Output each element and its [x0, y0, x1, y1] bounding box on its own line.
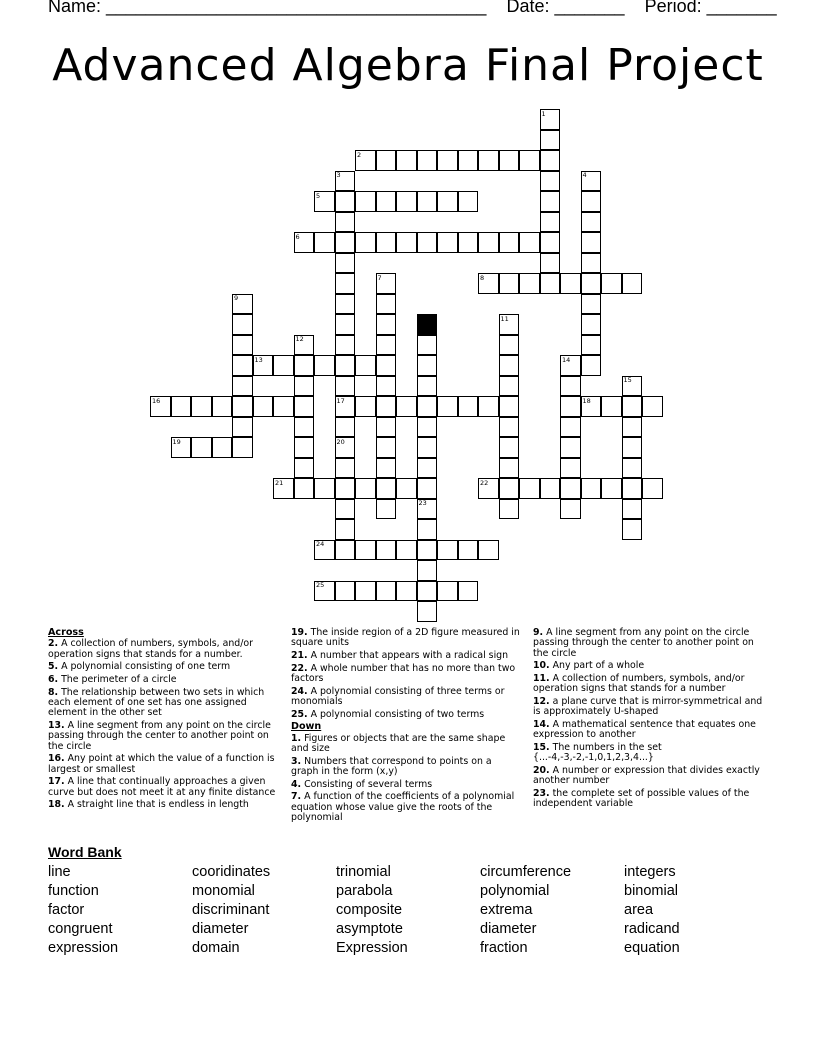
grid-cell[interactable]: [581, 191, 602, 212]
grid-cell[interactable]: [376, 396, 397, 417]
clue-text: A mathematical sentence that equates one expression to another: [533, 719, 756, 741]
student-info-header: [48, 0, 777, 17]
grid-cell[interactable]: [540, 130, 561, 151]
word-bank-item: integers: [624, 864, 676, 880]
clue-num: 10.: [533, 660, 550, 672]
grid-cell[interactable]: [335, 519, 356, 540]
clue-number: 6: [295, 232, 300, 241]
word-bank-item: composite: [336, 902, 403, 918]
grid-cell[interactable]: [417, 540, 438, 561]
date-field[interactable]: Date: _______: [506, 0, 625, 16]
grid-cell[interactable]: [581, 478, 602, 499]
grid-cell[interactable]: [581, 273, 602, 294]
clue-text: A collection of numbers, symbols, and/or operation signs that stands for a number: [533, 673, 745, 695]
word-bank-item: polynomial: [480, 883, 550, 899]
grid-cell[interactable]: [499, 417, 520, 438]
clue-num: 19.: [291, 627, 308, 638]
across-clue: [291, 664, 521, 685]
grid-cell[interactable]: [355, 191, 376, 212]
clue-heading: Down: [291, 721, 322, 733]
grid-cell[interactable]: [437, 540, 458, 561]
grid-cell[interactable]: [273, 355, 294, 376]
clue-num: 4.: [291, 778, 302, 790]
clue-num: 7.: [291, 791, 302, 803]
grid-cell[interactable]: [335, 540, 356, 561]
grid-cell[interactable]: [560, 499, 581, 520]
grid-cell[interactable]: [396, 150, 417, 171]
grid-cell[interactable]: [540, 478, 561, 499]
word-bank-item: diameter: [192, 921, 249, 937]
across-clue: [291, 710, 521, 720]
word-bank-item: expression: [48, 940, 119, 956]
grid-cell[interactable]: [376, 232, 397, 253]
grid-cell[interactable]: [273, 396, 294, 417]
grid-cell[interactable]: [232, 335, 253, 356]
clue-text: A polynomial consisting of one term: [58, 661, 231, 673]
grid-cell[interactable]: [335, 355, 356, 376]
grid-cell[interactable]: [355, 581, 376, 602]
grid-cell[interactable]: [314, 232, 335, 253]
grid-cell[interactable]: [232, 437, 253, 458]
clue-text: A line segment from any point on the circle passing through the center to another point on the circle: [533, 627, 754, 659]
word-bank-item: function: [48, 883, 99, 899]
clue-num: 5.: [48, 661, 59, 673]
clue-number: 21: [275, 478, 284, 487]
grid-cell[interactable]: [314, 355, 335, 376]
clue-num: 13.: [48, 720, 65, 731]
clue-num: 24.: [291, 685, 308, 697]
grid-cell[interactable]: [458, 396, 479, 417]
grid-cell[interactable]: [417, 376, 438, 397]
across-clue: [291, 628, 521, 649]
word-bank-item: Expression: [336, 940, 408, 956]
word-bank-item: monomial: [192, 883, 255, 899]
grid-cell[interactable]: [335, 314, 356, 335]
grid-cell[interactable]: [478, 150, 499, 171]
word-bank-item: radicand: [624, 921, 680, 937]
clue-number: 13: [254, 355, 263, 364]
clue-num: 2.: [48, 638, 59, 650]
clue-number: 4: [582, 171, 587, 179]
clue-number: 25: [316, 581, 325, 589]
clue-num: 6.: [48, 674, 59, 685]
across-clue: [48, 721, 283, 752]
grid-cell[interactable]: [376, 355, 397, 376]
down-clue: [291, 734, 521, 755]
word-bank-title: Word Bank: [48, 844, 122, 860]
grid-cell[interactable]: [540, 150, 561, 171]
clue-text: A line segment from any point on the circle passing through the center to another point on the circle: [48, 720, 271, 752]
grid-cell[interactable]: [581, 253, 602, 274]
clue-text: Consisting of several terms: [301, 778, 433, 790]
clue-number: 9: [234, 294, 239, 302]
clue-number: 18: [582, 396, 591, 405]
grid-cell[interactable]: [519, 273, 540, 294]
grid-cell[interactable]: [642, 478, 663, 499]
grid-cell[interactable]: [417, 581, 438, 602]
grid-cell[interactable]: [396, 232, 417, 253]
clue-num: 21.: [291, 650, 308, 661]
grid-cell[interactable]: [376, 294, 397, 315]
grid-cell[interactable]: [540, 232, 561, 253]
grid-cell[interactable]: [212, 437, 233, 458]
down-clue: [533, 720, 768, 741]
clue-number: 22: [480, 478, 489, 487]
grid-cell[interactable]: [376, 376, 397, 397]
grid-cell[interactable]: [560, 376, 581, 397]
grid-cell[interactable]: [417, 519, 438, 540]
clue-text: A line that continually approaches a given curve but does not meet it at any finite distance: [48, 776, 276, 798]
grid-cell[interactable]: [499, 150, 520, 171]
word-bank-item: factor: [48, 902, 85, 918]
grid-cell[interactable]: [499, 273, 520, 294]
across-clue: [291, 687, 521, 708]
grid-cell[interactable]: [560, 437, 581, 458]
grid-cell[interactable]: [458, 191, 479, 212]
grid-cell[interactable]: [376, 458, 397, 479]
clue-number: 19: [172, 437, 181, 446]
clue-num: 9.: [533, 627, 544, 638]
word-bank-item: fraction: [480, 940, 528, 956]
grid-cell[interactable]: [581, 232, 602, 253]
grid-cell[interactable]: [478, 232, 499, 253]
word-bank-item: area: [624, 902, 654, 918]
clue-number: 16: [152, 396, 161, 405]
grid-cell[interactable]: [294, 396, 315, 417]
grid-cell[interactable]: [601, 273, 622, 294]
clue-num: 18.: [48, 799, 65, 811]
clue-text: The inside region of a 2D figure measured in square units: [291, 627, 520, 649]
grid-cell[interactable]: [396, 396, 417, 417]
grid-cell[interactable]: [355, 478, 376, 499]
page-title: Advanced Algebra Final Project: [52, 40, 764, 91]
grid-cell[interactable]: [437, 581, 458, 602]
clue-number: 20: [336, 437, 345, 446]
grid-cell[interactable]: [314, 478, 335, 499]
grid-cell[interactable]: [355, 540, 376, 561]
grid-cell[interactable]: [499, 499, 520, 520]
grid-cell[interactable]: [294, 478, 315, 499]
across-clue: [48, 662, 283, 672]
grid-cell[interactable]: [212, 396, 233, 417]
grid-cell[interactable]: [560, 273, 581, 294]
grid-cell[interactable]: [458, 581, 479, 602]
grid-cell[interactable]: [335, 212, 356, 233]
clue-num: 16.: [48, 753, 65, 765]
grid-cell[interactable]: [478, 540, 499, 561]
grid-cell[interactable]: [294, 355, 315, 376]
word-bank-item: diameter: [480, 921, 537, 937]
grid-cell[interactable]: [499, 478, 520, 499]
clue-text: A polynomial consisting of two terms: [307, 708, 485, 720]
grid-cell[interactable]: [335, 417, 356, 438]
grid-cell[interactable]: [622, 396, 643, 417]
grid-cell[interactable]: [581, 335, 602, 356]
grid-cell[interactable]: [335, 273, 356, 294]
clues-column-1: [48, 628, 283, 813]
clue-number: 17: [336, 396, 345, 405]
clue-number: 2: [357, 150, 362, 159]
grid-cell[interactable]: [335, 458, 356, 479]
clue-number: 23: [418, 499, 427, 507]
word-bank-item: trinomial: [336, 864, 391, 880]
clue-num: 14.: [533, 719, 550, 730]
grid-cell[interactable]: [458, 232, 479, 253]
grid-cell[interactable]: [622, 478, 643, 499]
clue-text: A polynomial consisting of three terms or monomials: [291, 685, 505, 707]
clue-text: A collection of numbers, symbols, and/or operation signs that stands for a number.: [48, 638, 253, 660]
word-bank-item: cooridinates: [192, 864, 271, 880]
clue-number: 1: [541, 109, 546, 118]
down-clue: [533, 628, 768, 659]
grid-cell[interactable]: [396, 191, 417, 212]
grid-cell[interactable]: [294, 458, 315, 479]
word-bank-item: asymptote: [336, 921, 403, 937]
grid-cell[interactable]: [376, 150, 397, 171]
period-field[interactable]: Period: _______: [644, 0, 777, 16]
down-clue: [533, 743, 768, 764]
across-clue: [48, 675, 283, 685]
grid-cell[interactable]: [540, 191, 561, 212]
clue-text: A whole number that has no more than two factors: [291, 662, 516, 684]
grid-cell[interactable]: [499, 335, 520, 356]
grid-cell[interactable]: [191, 396, 212, 417]
clue-heading: Across: [48, 627, 84, 638]
down-clue: [533, 697, 768, 718]
grid-cell[interactable]: [396, 581, 417, 602]
clue-number: 7: [377, 273, 382, 282]
clue-num: 20.: [533, 765, 550, 776]
clue-text: The perimeter of a circle: [58, 674, 177, 685]
clue-num: 3.: [291, 755, 302, 767]
grid-cell[interactable]: [376, 540, 397, 561]
grid-cell[interactable]: [335, 478, 356, 499]
name-field[interactable]: Name: ______________________________________: [48, 0, 487, 16]
clue-number: 8: [480, 273, 485, 282]
word-bank-item: extrema: [480, 902, 533, 918]
grid-cell[interactable]: [376, 499, 397, 520]
grid-cell[interactable]: [581, 314, 602, 335]
clue-number: 12: [295, 335, 304, 343]
grid-cell[interactable]: [171, 396, 192, 417]
word-bank-item: equation: [624, 940, 680, 956]
down-clue: [533, 661, 768, 671]
grid-cell[interactable]: [232, 396, 253, 417]
grid-cell[interactable]: [622, 437, 643, 458]
clue-num: 15.: [533, 742, 550, 753]
grid-cell[interactable]: [376, 191, 397, 212]
grid-cell[interactable]: [417, 437, 438, 458]
grid-cell[interactable]: [560, 417, 581, 438]
grid-cell[interactable]: [417, 396, 438, 417]
clue-text: Figures or objects that are the same shape and size: [291, 732, 506, 754]
clue-number: 3: [336, 171, 341, 179]
across-clue: [48, 639, 283, 660]
across-clue: [291, 651, 521, 661]
clues-column-3: [533, 628, 768, 812]
grid-cell[interactable]: [376, 417, 397, 438]
clue-text: Any part of a whole: [549, 660, 645, 672]
word-bank-item: discriminant: [192, 902, 270, 918]
grid-cell[interactable]: [417, 560, 438, 581]
grid-cell[interactable]: [191, 437, 212, 458]
clue-num: 23.: [533, 788, 550, 799]
grid-cell[interactable]: [622, 417, 643, 438]
grid-cell[interactable]: [355, 396, 376, 417]
grid-cell[interactable]: [540, 212, 561, 233]
clue-text: the complete set of possible values of the independent variable: [533, 788, 750, 810]
grid-cell[interactable]: [499, 396, 520, 417]
grid-cell[interactable]: [417, 335, 438, 356]
clue-num: 22.: [291, 662, 308, 674]
grid-cell[interactable]: [417, 601, 438, 622]
word-bank-item: binomial: [624, 883, 678, 899]
grid-cell[interactable]: [417, 150, 438, 171]
grid-cell[interactable]: [458, 540, 479, 561]
grid-cell[interactable]: [294, 376, 315, 397]
grid-cell[interactable]: [417, 478, 438, 499]
clue-text: a plane curve that is mirror-symmetrical and is approximately U-shaped: [533, 696, 763, 718]
grid-cell[interactable]: [519, 478, 540, 499]
grid-cell[interactable]: [437, 396, 458, 417]
word-bank-item: domain: [192, 940, 240, 956]
grid-cell[interactable]: [335, 581, 356, 602]
grid-cell[interactable]: [396, 540, 417, 561]
grid-cell[interactable]: [437, 232, 458, 253]
down-clue: [291, 792, 521, 823]
grid-cell[interactable]: [376, 581, 397, 602]
across-clue: [48, 688, 283, 719]
clue-num: 1.: [291, 732, 302, 744]
grid-cell[interactable]: [581, 294, 602, 315]
word-bank-item: line: [48, 864, 71, 880]
grid-cell[interactable]: [560, 458, 581, 479]
clue-text: A function of the coefficients of a polynomial equation whose value give the roots of the polynomial: [291, 791, 515, 823]
grid-cell[interactable]: [335, 499, 356, 520]
grid-cell[interactable]: [417, 191, 438, 212]
grid-cell[interactable]: [417, 458, 438, 479]
grid-cell[interactable]: [335, 294, 356, 315]
clue-text: A number or expression that divides exactly another number: [533, 765, 760, 787]
grid-cell[interactable]: [499, 437, 520, 458]
grid-cell[interactable]: [355, 355, 376, 376]
grid-cell[interactable]: [622, 499, 643, 520]
clue-number: 15: [623, 376, 632, 384]
grid-cell[interactable]: [294, 437, 315, 458]
clue-text: A number that appears with a radical sign: [307, 650, 509, 661]
down-clue: [291, 757, 521, 778]
grid-cell[interactable]: [232, 417, 253, 438]
grid-cell[interactable]: [519, 232, 540, 253]
clues-column-2: [291, 628, 521, 826]
clue-text: Any point at which the value of a function is largest or smallest: [48, 753, 275, 775]
grid-cell[interactable]: [540, 253, 561, 274]
down-clue: [533, 766, 768, 787]
grid-cell[interactable]: [335, 335, 356, 356]
clue-num: 17.: [48, 776, 65, 788]
grid-cell[interactable]: [540, 273, 561, 294]
across-clue: [48, 800, 283, 810]
grid-cell[interactable]: [540, 171, 561, 192]
grid-cell[interactable]: [581, 355, 602, 376]
clue-number: 11: [500, 314, 509, 323]
grid-cell[interactable]: [478, 396, 499, 417]
word-bank-item: congruent: [48, 921, 113, 937]
clue-number: 14: [562, 355, 571, 364]
clue-text: A straight line that is endless in length: [64, 799, 249, 811]
clue-number: 10: [418, 314, 427, 323]
grid-cell[interactable]: [232, 355, 253, 376]
grid-cell[interactable]: [622, 458, 643, 479]
grid-cell[interactable]: [642, 396, 663, 417]
grid-cell[interactable]: [335, 253, 356, 274]
grid-cell[interactable]: [622, 273, 643, 294]
clue-num: 11.: [533, 673, 550, 684]
grid-cell[interactable]: [253, 396, 274, 417]
grid-cell[interactable]: [376, 478, 397, 499]
grid-cell[interactable]: [601, 478, 622, 499]
down-clue: [291, 780, 521, 790]
grid-cell[interactable]: [335, 376, 356, 397]
grid-cell[interactable]: [417, 355, 438, 376]
grid-cell[interactable]: [499, 458, 520, 479]
clue-number: 24: [316, 540, 325, 548]
grid-cell[interactable]: [376, 335, 397, 356]
down-clue: [533, 674, 768, 695]
grid-cell[interactable]: [335, 191, 356, 212]
across-clue: [48, 754, 283, 775]
grid-cell[interactable]: [437, 191, 458, 212]
grid-cell[interactable]: [519, 150, 540, 171]
grid-cell[interactable]: [335, 232, 356, 253]
clue-text: Numbers that correspond to points on a graph in the form (x,y): [291, 755, 492, 777]
grid-cell[interactable]: [458, 150, 479, 171]
grid-cell[interactable]: [499, 376, 520, 397]
clue-text: The relationship between two sets in which each element of one set has one assigned element in the other set: [48, 686, 265, 719]
grid-cell[interactable]: [232, 314, 253, 335]
clue-text: The numbers in the set {...-4,-3,-2,-1,0,1,2,3,4...}: [533, 742, 662, 764]
across-clue: [48, 777, 283, 798]
grid-cell[interactable]: [417, 417, 438, 438]
clue-num: 25.: [291, 708, 308, 720]
clue-number: 5: [316, 191, 321, 200]
grid-cell[interactable]: [396, 478, 417, 499]
grid-cell[interactable]: [601, 396, 622, 417]
grid-cell[interactable]: [499, 355, 520, 376]
grid-cell[interactable]: [376, 437, 397, 458]
grid-cell[interactable]: [560, 396, 581, 417]
clue-num: 8.: [48, 686, 59, 698]
word-bank-item: circumference: [480, 864, 572, 880]
grid-cell[interactable]: [417, 232, 438, 253]
grid-cell[interactable]: [355, 232, 376, 253]
grid-cell[interactable]: [499, 232, 520, 253]
word-bank-item: parabola: [336, 883, 393, 899]
grid-cell[interactable]: [376, 314, 397, 335]
grid-cell[interactable]: [581, 212, 602, 233]
grid-cell[interactable]: [294, 417, 315, 438]
clue-num: 12.: [533, 696, 550, 707]
down-clue: [533, 789, 768, 810]
grid-cell[interactable]: [232, 376, 253, 397]
grid-cell[interactable]: [622, 519, 643, 540]
grid-cell[interactable]: [437, 150, 458, 171]
grid-cell[interactable]: [560, 478, 581, 499]
